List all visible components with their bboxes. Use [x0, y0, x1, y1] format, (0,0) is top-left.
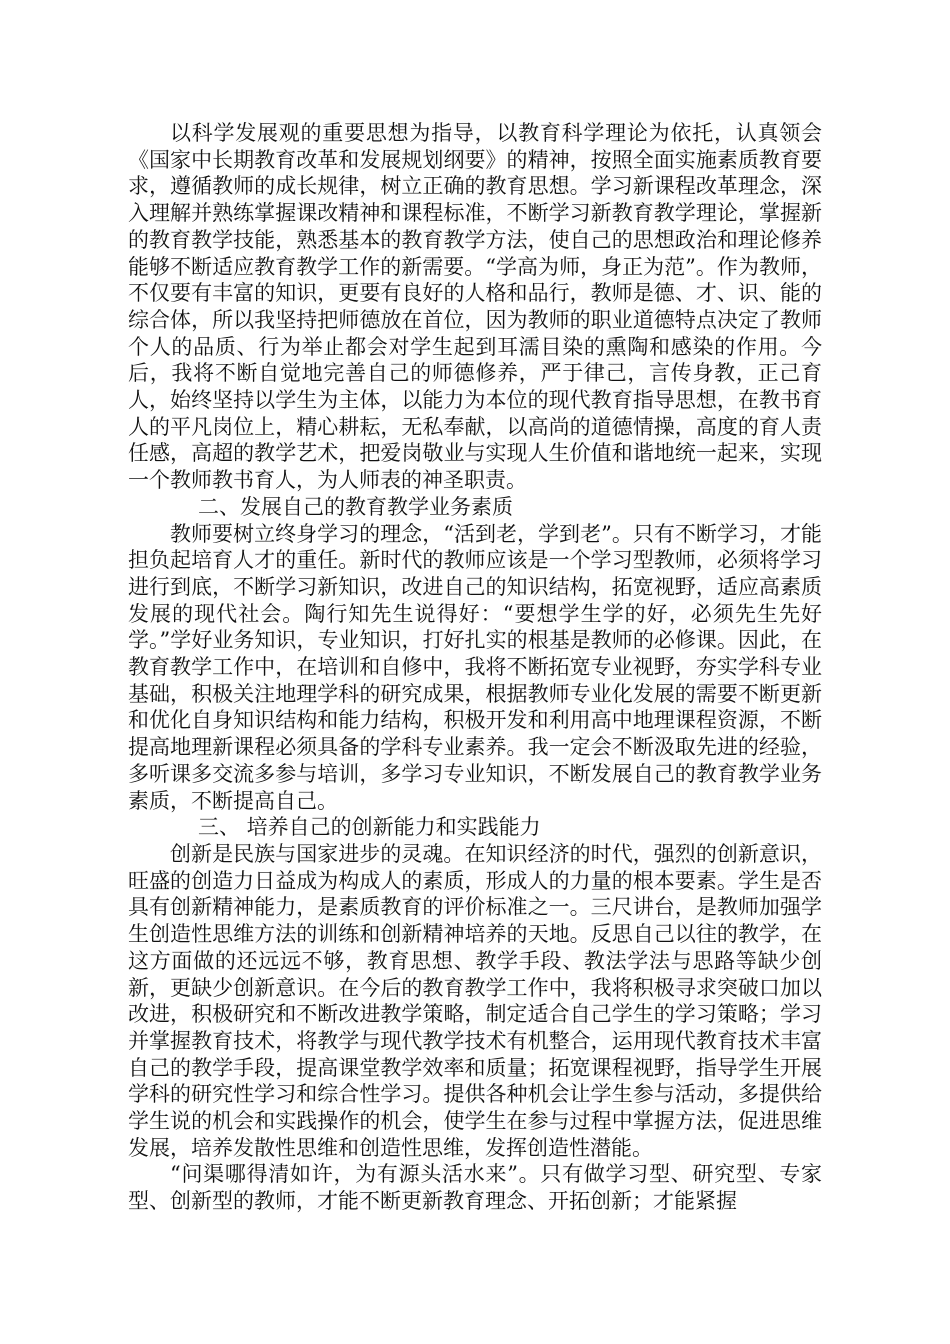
paragraph-guiding-thought: 以科学发展观的重要思想为指导，以教育科学理论为依托，认真领会《国家中长期教育改革和发展规划纲要》的精神，按照全面实施素质教育要求，遵循教师的成长规律，树立正确的教育思想。学习新课程改革理念，深入理解并熟练掌握课改精神和课程标准，不断学习新教育教学理论，掌握新的教育教学技能，熟悉基本的教育教学方法，使自己的思想政治和理论修养能够不断适应教育教学工作的新需要。“学高为师，身正为范”。作为教师，不仅要有丰富的知识，更要有良好的人格和品行，教师是德、才、识、能的综合体，所以我坚持把师德放在首位，因为教师的职业道德特点决定了教师个人的品质、行为举止都会对学生起到耳濡目染的熏陶和感染的作用。今后，我将不断自觉地完善自己的师德修养，严于律己，言传身教，正己育人，始终坚持以学生为主体，以能力为本位的现代教育指导思想，在教书育人的平凡岗位上，精心耕耘，无私奉献，以高尚的道德情操，高度的育人责任感，高超的教学艺术，把爱岗敬业与实现人生价值和谐地统一起来，实现一个教师教书育人，为人师表的神圣职责。	[128, 121, 822, 493]
paragraph-innovation: 创新是民族与国家进步的灵魂。在知识经济的时代，强烈的创新意识，旺盛的创造力日益成为构成人的素质，形成人的力量的根本要素。学生是否具有创新精神能力，是素质教育的评价标准之一。三尺讲台，是教师加强学生创造性思维方法的训练和创新精神培养的天地。反思自己以往的教学，在这方面做的还远远不够，教育思想、教学手段、教法学法与思路等缺少创新，更缺少创新意识。在今后的教育教学工作中，我将积极寻求突破口加以改进，积极研究和不断改进教学策略，制定适合自己学生的学习策略；学习并掌握教育技术，将教学与现代教学技术有机整合，运用现代教育技术丰富自己的教学手段，提高课堂教学效率和质量；拓宽课程视野，指导学生开展学科的研究性学习和综合性学习。提供各种机会让学生参与活动，多提供给学生说的机会和实践操作的机会，使学生在参与过程中掌握方法，促进思维发展，培养发散性思维和创造性思维，发挥创造性潜能。	[128, 841, 822, 1160]
paragraph-professional-quality: 教师要树立终身学习的理念，“活到老，学到老”。只有不断学习，才能担负起培育人才的重任。新时代的教师应该是一个学习型教师，必须将学习进行到底，不断学习新知识，改进自己的知识结构，拓宽视野，适应高素质发展的现代社会。陶行知先生说得好：“要想学生学的好，必须先生先好学。”学好业务知识，专业知识，打好扎实的根基是教师的必修课。因此，在教育教学工作中，在培训和自修中，我将不断拓宽专业视野，夯实学科专业基础，积极关注地理学科的研究成果，根据教师专业化发展的需要不断更新和优化自身知识结构和能力结构，积极开发和利用高中地理课程资源，不断提高地理新课程必须具备的学科专业素养。我一定会不断汲取先进的经验，多听课多交流多参与培训，多学习专业知识，不断发展自己的教育教学业务素质，不断提高自己。	[128, 521, 822, 813]
document-body	[128, 120, 822, 1215]
paragraph-closing: “问渠哪得清如许，为有源头活水来”。只有做学习型、研究型、专家型、创新型的教师，才能不断更新教育理念、开拓创新；才能紧握	[128, 1162, 822, 1214]
section-heading-2: 二、发展自己的教育教学业务素质	[198, 494, 513, 519]
section-heading-3: 三、 培养自己的创新能力和实践能力	[198, 815, 541, 840]
